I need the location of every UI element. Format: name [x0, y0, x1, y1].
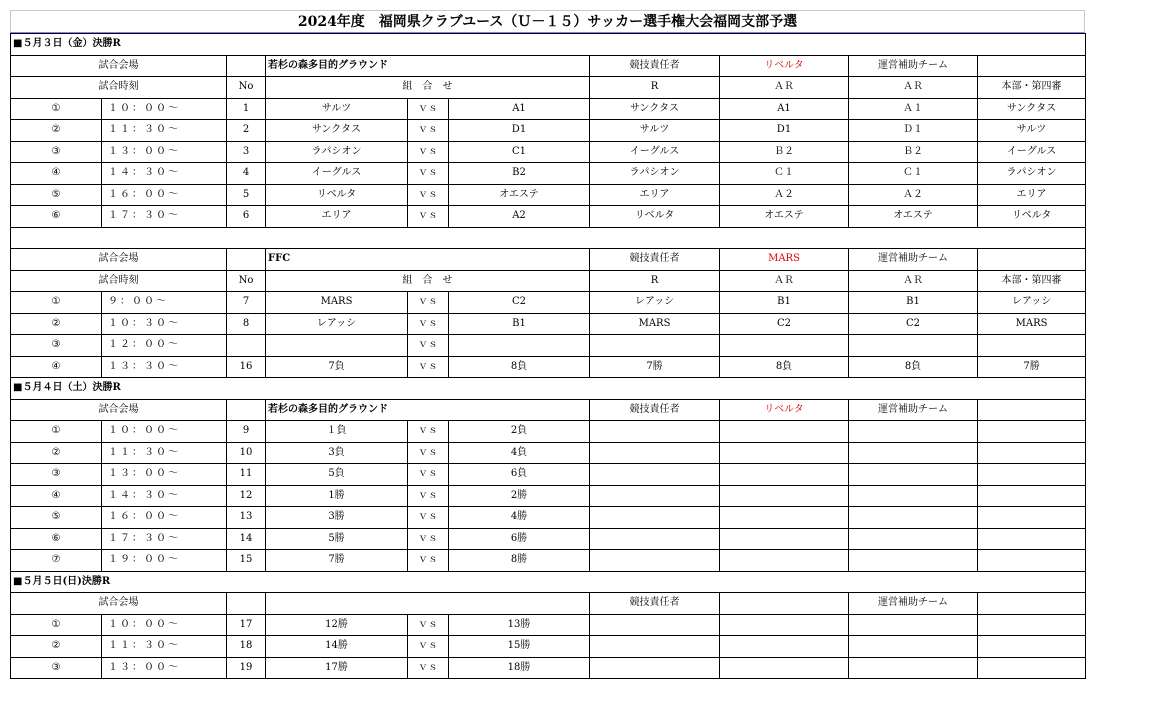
- match-row: [11, 356, 1086, 378]
- match-time: １７：３０～: [102, 528, 227, 550]
- match-slot: ③: [11, 141, 102, 163]
- away-team: 15勝: [449, 636, 590, 658]
- fourth-official: MARS: [978, 313, 1086, 335]
- home-team: 5負: [266, 464, 408, 486]
- vs-label: ｖｓ: [408, 485, 449, 507]
- match-time: １３：３０～: [102, 356, 227, 378]
- match-slot: ③: [11, 657, 102, 679]
- assistant-referee-2: Ａ２: [849, 184, 978, 206]
- vs-label: ｖｓ: [408, 614, 449, 636]
- assistant-referee-1: [720, 657, 849, 679]
- venue-no-blank: [227, 55, 266, 77]
- assistant-referee-2: [849, 442, 978, 464]
- match-row: [11, 550, 1086, 572]
- assistant-referee-1: Ｃ１: [720, 163, 849, 185]
- match-no: 4: [227, 163, 266, 185]
- chief-team: リベルタ: [720, 399, 849, 421]
- no-header: No: [227, 270, 266, 292]
- assistant-referee-1: [720, 528, 849, 550]
- ar1-header: ＡＲ: [720, 270, 849, 292]
- match-no: 10: [227, 442, 266, 464]
- referee: MARS: [590, 313, 720, 335]
- support-team: [978, 593, 1086, 615]
- match-no: 5: [227, 184, 266, 206]
- match-no: 7: [227, 292, 266, 314]
- match-slot: ①: [11, 98, 102, 120]
- venue-no-blank: [227, 249, 266, 271]
- assistant-referee-1: [720, 550, 849, 572]
- match-no: 18: [227, 636, 266, 658]
- fourth-official-header: 本部・第四審: [978, 270, 1086, 292]
- vs-label: ｖｓ: [408, 206, 449, 228]
- chief-team: リベルタ: [720, 55, 849, 77]
- referee: ラパシオン: [590, 163, 720, 185]
- assistant-referee-1: [720, 636, 849, 658]
- away-team: C2: [449, 292, 590, 314]
- home-team: リベルタ: [266, 184, 408, 206]
- match-time: １１：３０～: [102, 636, 227, 658]
- match-row: [11, 313, 1086, 335]
- match-row: [11, 614, 1086, 636]
- venue-label: 試合会場: [11, 593, 227, 615]
- match-row: [11, 636, 1086, 658]
- time-header: 試合時刻: [11, 270, 227, 292]
- match-slot: ③: [11, 464, 102, 486]
- assistant-referee-1: [720, 464, 849, 486]
- match-slot: ①: [11, 421, 102, 443]
- match-no: [227, 335, 266, 357]
- match-slot: ④: [11, 356, 102, 378]
- match-no: 13: [227, 507, 266, 529]
- assistant-referee-1: [720, 335, 849, 357]
- referee: [590, 485, 720, 507]
- vs-label: ｖｓ: [408, 163, 449, 185]
- assistant-referee-2: [849, 464, 978, 486]
- match-no: 9: [227, 421, 266, 443]
- match-slot: ④: [11, 485, 102, 507]
- home-team: レアッシ: [266, 313, 408, 335]
- ar1-header: ＡＲ: [720, 77, 849, 99]
- referee-header: R: [590, 77, 720, 99]
- home-team: ラパシオン: [266, 141, 408, 163]
- referee: [590, 657, 720, 679]
- match-slot: ④: [11, 163, 102, 185]
- assistant-referee-1: Ａ２: [720, 184, 849, 206]
- vs-label: ｖｓ: [408, 292, 449, 314]
- match-row: [11, 335, 1086, 357]
- venue-name: 若杉の森多目的グラウンド: [266, 55, 590, 77]
- match-row: [11, 464, 1086, 486]
- assistant-referee-1: [720, 485, 849, 507]
- match-row: [11, 442, 1086, 464]
- venue-no-blank: [227, 399, 266, 421]
- referee: [590, 507, 720, 529]
- assistant-referee-1: オエステ: [720, 206, 849, 228]
- home-team: 14勝: [266, 636, 408, 658]
- section-heading-row: [11, 378, 1086, 400]
- no-header: No: [227, 77, 266, 99]
- chief-team: MARS: [720, 249, 849, 271]
- vs-label: ｖｓ: [408, 550, 449, 572]
- match-slot: ②: [11, 636, 102, 658]
- assistant-referee-2: [849, 528, 978, 550]
- section-heading-row: [11, 571, 1086, 593]
- section-heading: ■５月３日（金）決勝R: [11, 34, 1086, 56]
- referee: [590, 335, 720, 357]
- section-heading: ■５月５日(日)決勝R: [11, 571, 1086, 593]
- support-label: 運営補助チーム: [849, 399, 978, 421]
- match-time: １６：００～: [102, 184, 227, 206]
- ar2-header: ＡＲ: [849, 270, 978, 292]
- match-time: １３：００～: [102, 141, 227, 163]
- fourth-official: [978, 421, 1086, 443]
- assistant-referee-2: Ｂ２: [849, 141, 978, 163]
- fourth-official: リベルタ: [978, 206, 1086, 228]
- column-header-row: [11, 77, 1086, 99]
- match-no: 19: [227, 657, 266, 679]
- assistant-referee-2: Ｄ１: [849, 120, 978, 142]
- match-row: [11, 141, 1086, 163]
- match-slot: ⑥: [11, 528, 102, 550]
- vs-label: ｖｓ: [408, 356, 449, 378]
- match-time: １７：３０～: [102, 206, 227, 228]
- away-team: C1: [449, 141, 590, 163]
- referee: サルツ: [590, 120, 720, 142]
- match-time: １３：００～: [102, 464, 227, 486]
- fourth-official: [978, 550, 1086, 572]
- away-team: A2: [449, 206, 590, 228]
- assistant-referee-2: B1: [849, 292, 978, 314]
- chief-label: 競技責任者: [590, 55, 720, 77]
- matchup-header: 組 合 せ: [266, 77, 590, 99]
- spacer-row: [11, 227, 1086, 249]
- home-team: 7勝: [266, 550, 408, 572]
- assistant-referee-2: 8負: [849, 356, 978, 378]
- referee: 7勝: [590, 356, 720, 378]
- assistant-referee-1: D1: [720, 120, 849, 142]
- fourth-official: サンクタス: [978, 98, 1086, 120]
- ar2-header: ＡＲ: [849, 77, 978, 99]
- venue-no-blank: [227, 593, 266, 615]
- match-slot: ⑤: [11, 507, 102, 529]
- away-team: オエステ: [449, 184, 590, 206]
- support-team: [978, 249, 1086, 271]
- support-team: [978, 399, 1086, 421]
- match-row: [11, 657, 1086, 679]
- match-time: １１：３０～: [102, 120, 227, 142]
- referee: [590, 421, 720, 443]
- match-time: １０：００～: [102, 421, 227, 443]
- away-team: 2負: [449, 421, 590, 443]
- venue-name: 若杉の森多目的グラウンド: [266, 399, 590, 421]
- referee-header: R: [590, 270, 720, 292]
- assistant-referee-2: [849, 636, 978, 658]
- assistant-referee-2: Ａ１: [849, 98, 978, 120]
- match-time: １６：００～: [102, 507, 227, 529]
- venue-row: [11, 55, 1086, 77]
- fourth-official: [978, 614, 1086, 636]
- chief-label: 競技責任者: [590, 399, 720, 421]
- venue-label: 試合会場: [11, 55, 227, 77]
- home-team: 7負: [266, 356, 408, 378]
- section-heading: ■５月４日（土）決勝R: [11, 378, 1086, 400]
- fourth-official: イーグルス: [978, 141, 1086, 163]
- section-heading-row: [11, 34, 1086, 56]
- chief-team: [720, 593, 849, 615]
- match-time: １１：３０～: [102, 442, 227, 464]
- fourth-official: [978, 335, 1086, 357]
- match-no: 3: [227, 141, 266, 163]
- assistant-referee-1: B1: [720, 292, 849, 314]
- vs-label: ｖｓ: [408, 120, 449, 142]
- venue-row: [11, 593, 1086, 615]
- vs-label: ｖｓ: [408, 98, 449, 120]
- fourth-official: レアッシ: [978, 292, 1086, 314]
- match-row: [11, 485, 1086, 507]
- support-label: 運営補助チーム: [849, 249, 978, 271]
- home-team: 5勝: [266, 528, 408, 550]
- assistant-referee-1: 8負: [720, 356, 849, 378]
- match-time: １９：００～: [102, 550, 227, 572]
- away-team: 6負: [449, 464, 590, 486]
- assistant-referee-2: オエステ: [849, 206, 978, 228]
- match-slot: ⑥: [11, 206, 102, 228]
- assistant-referee-1: [720, 507, 849, 529]
- match-time: ９：００～: [102, 292, 227, 314]
- match-time: １０：００～: [102, 98, 227, 120]
- referee: [590, 442, 720, 464]
- match-time: １０：３０～: [102, 313, 227, 335]
- match-time: １４：３０～: [102, 163, 227, 185]
- venue-label: 試合会場: [11, 399, 227, 421]
- match-no: 8: [227, 313, 266, 335]
- match-slot: ⑤: [11, 184, 102, 206]
- matchup-header: 組 合 せ: [266, 270, 590, 292]
- column-header-row: [11, 270, 1086, 292]
- assistant-referee-2: [849, 657, 978, 679]
- home-team: １負: [266, 421, 408, 443]
- schedule-body: [11, 34, 1086, 679]
- schedule-table: [10, 33, 1086, 679]
- support-label: 運営補助チーム: [849, 55, 978, 77]
- away-team: B1: [449, 313, 590, 335]
- referee: [590, 636, 720, 658]
- home-team: MARS: [266, 292, 408, 314]
- fourth-official: エリア: [978, 184, 1086, 206]
- spacer-cell: [11, 227, 1086, 249]
- match-row: [11, 292, 1086, 314]
- home-team: 1勝: [266, 485, 408, 507]
- match-row: [11, 184, 1086, 206]
- referee: イーグルス: [590, 141, 720, 163]
- home-team: サンクタス: [266, 120, 408, 142]
- match-row: [11, 528, 1086, 550]
- fourth-official: [978, 442, 1086, 464]
- away-team: A1: [449, 98, 590, 120]
- assistant-referee-2: Ｃ１: [849, 163, 978, 185]
- vs-label: ｖｓ: [408, 507, 449, 529]
- fourth-official: [978, 507, 1086, 529]
- assistant-referee-1: [720, 442, 849, 464]
- away-team: 8勝: [449, 550, 590, 572]
- away-team: 4負: [449, 442, 590, 464]
- home-team: サルツ: [266, 98, 408, 120]
- assistant-referee-2: [849, 335, 978, 357]
- vs-label: ｖｓ: [408, 335, 449, 357]
- assistant-referee-2: [849, 421, 978, 443]
- match-time: １４：３０～: [102, 485, 227, 507]
- page-title: 2024年度 福岡県クラブユース（Ｕ－１５）サッカー選手権大会福岡支部予選: [10, 10, 1085, 33]
- home-team: 3勝: [266, 507, 408, 529]
- schedule-sheet: [10, 10, 1085, 679]
- away-team: [449, 335, 590, 357]
- match-slot: ①: [11, 292, 102, 314]
- away-team: 6勝: [449, 528, 590, 550]
- home-team: [266, 335, 408, 357]
- match-no: 12: [227, 485, 266, 507]
- match-time: １２：００～: [102, 335, 227, 357]
- referee: [590, 614, 720, 636]
- away-team: 8負: [449, 356, 590, 378]
- match-no: 17: [227, 614, 266, 636]
- vs-label: ｖｓ: [408, 442, 449, 464]
- home-team: エリア: [266, 206, 408, 228]
- assistant-referee-1: Ｂ２: [720, 141, 849, 163]
- vs-label: ｖｓ: [408, 184, 449, 206]
- referee: [590, 528, 720, 550]
- referee: [590, 550, 720, 572]
- assistant-referee-1: C2: [720, 313, 849, 335]
- match-time: １３：００～: [102, 657, 227, 679]
- match-time: １０：００～: [102, 614, 227, 636]
- match-row: [11, 421, 1086, 443]
- fourth-official: [978, 464, 1086, 486]
- assistant-referee-1: A1: [720, 98, 849, 120]
- assistant-referee-2: [849, 614, 978, 636]
- venue-name: [266, 593, 590, 615]
- vs-label: ｖｓ: [408, 528, 449, 550]
- venue-name: FFC: [266, 249, 590, 271]
- vs-label: ｖｓ: [408, 636, 449, 658]
- vs-label: ｖｓ: [408, 657, 449, 679]
- match-slot: ②: [11, 120, 102, 142]
- match-no: 2: [227, 120, 266, 142]
- away-team: 18勝: [449, 657, 590, 679]
- away-team: B2: [449, 163, 590, 185]
- match-no: 16: [227, 356, 266, 378]
- assistant-referee-2: [849, 507, 978, 529]
- fourth-official: ラパシオン: [978, 163, 1086, 185]
- assistant-referee-1: [720, 421, 849, 443]
- match-row: [11, 98, 1086, 120]
- venue-row: [11, 249, 1086, 271]
- chief-label: 競技責任者: [590, 249, 720, 271]
- venue-row: [11, 399, 1086, 421]
- match-slot: ①: [11, 614, 102, 636]
- match-slot: ②: [11, 313, 102, 335]
- fourth-official-header: 本部・第四審: [978, 77, 1086, 99]
- vs-label: ｖｓ: [408, 141, 449, 163]
- fourth-official: [978, 485, 1086, 507]
- home-team: 12勝: [266, 614, 408, 636]
- match-slot: ②: [11, 442, 102, 464]
- away-team: 2勝: [449, 485, 590, 507]
- referee: リベルタ: [590, 206, 720, 228]
- match-slot: ③: [11, 335, 102, 357]
- match-no: 11: [227, 464, 266, 486]
- home-team: イーグルス: [266, 163, 408, 185]
- vs-label: ｖｓ: [408, 421, 449, 443]
- support-label: 運営補助チーム: [849, 593, 978, 615]
- vs-label: ｖｓ: [408, 313, 449, 335]
- support-team: [978, 55, 1086, 77]
- fourth-official: [978, 657, 1086, 679]
- match-row: [11, 206, 1086, 228]
- match-row: [11, 120, 1086, 142]
- assistant-referee-2: [849, 550, 978, 572]
- fourth-official: 7勝: [978, 356, 1086, 378]
- match-no: 14: [227, 528, 266, 550]
- assistant-referee-2: C2: [849, 313, 978, 335]
- match-no: 1: [227, 98, 266, 120]
- home-team: 3負: [266, 442, 408, 464]
- referee: サンクタス: [590, 98, 720, 120]
- match-row: [11, 163, 1086, 185]
- match-slot: ⑦: [11, 550, 102, 572]
- fourth-official: [978, 528, 1086, 550]
- away-team: 13勝: [449, 614, 590, 636]
- match-no: 6: [227, 206, 266, 228]
- venue-label: 試合会場: [11, 249, 227, 271]
- assistant-referee-1: [720, 614, 849, 636]
- fourth-official: サルツ: [978, 120, 1086, 142]
- fourth-official: [978, 636, 1086, 658]
- vs-label: ｖｓ: [408, 464, 449, 486]
- referee: エリア: [590, 184, 720, 206]
- chief-label: 競技責任者: [590, 593, 720, 615]
- match-row: [11, 507, 1086, 529]
- away-team: 4勝: [449, 507, 590, 529]
- time-header: 試合時刻: [11, 77, 227, 99]
- assistant-referee-2: [849, 485, 978, 507]
- home-team: 17勝: [266, 657, 408, 679]
- referee: レアッシ: [590, 292, 720, 314]
- match-no: 15: [227, 550, 266, 572]
- referee: [590, 464, 720, 486]
- away-team: D1: [449, 120, 590, 142]
